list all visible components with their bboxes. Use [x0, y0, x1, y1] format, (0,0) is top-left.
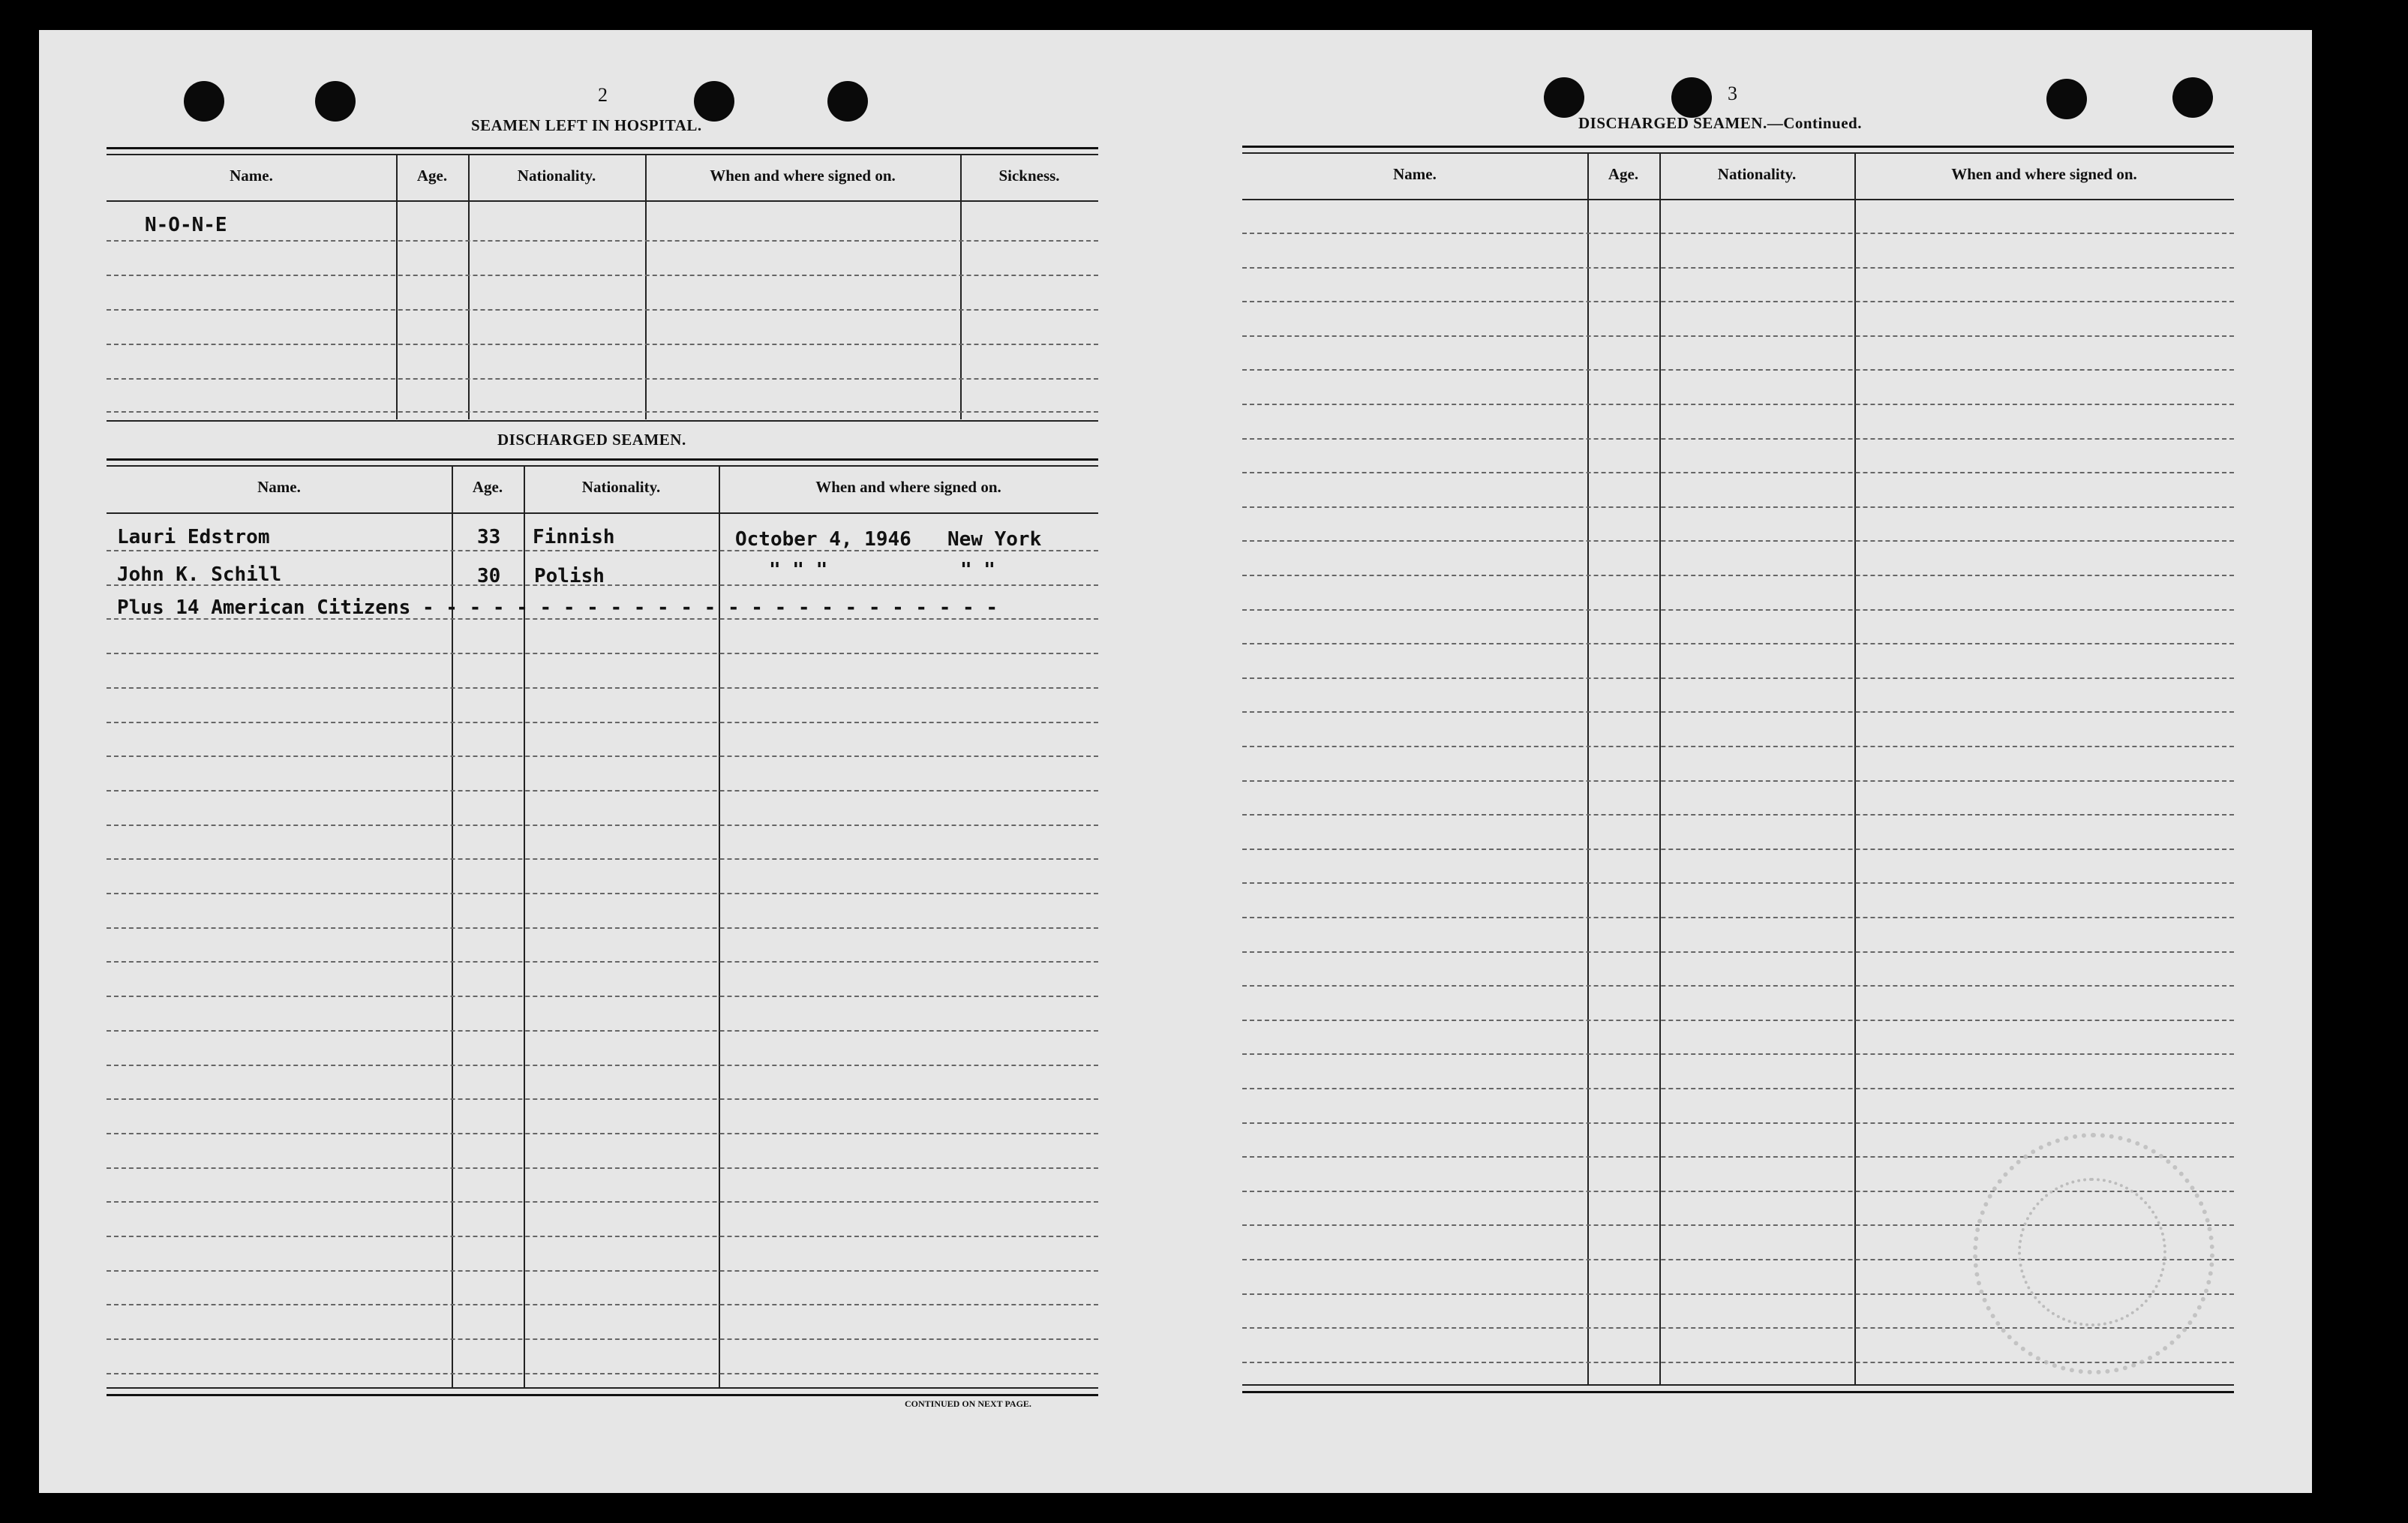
dotted-row-line: [1242, 540, 2234, 542]
dotted-row-line: [1242, 335, 2234, 337]
discharged-col-name: Name.: [257, 478, 301, 496]
continued-col-age: Age.: [1608, 165, 1639, 183]
dotted-row-line: [1242, 1088, 2234, 1089]
continued-footer: CONTINUED ON NEXT PAGE.: [905, 1398, 1031, 1409]
dotted-row-line: [1242, 917, 2234, 918]
dotted-row-line: [107, 1098, 1098, 1100]
dotted-row-line: [1242, 985, 2234, 987]
hospital-section-title: SEAMEN LEFT IN HOSPITAL.: [471, 116, 702, 134]
dotted-row-line: [107, 1304, 1098, 1305]
dotted-row-line: [1242, 1053, 2234, 1055]
dotted-row-line: [1242, 746, 2234, 747]
punch-hole: [694, 81, 734, 122]
dotted-row-line: [107, 996, 1098, 997]
dotted-row-line: [1242, 438, 2234, 440]
american-citizens-note: Plus 14 American Citizens - - - - - - - - - - - - - - - - - - - - - - - - -: [117, 596, 998, 619]
rule: [1242, 1384, 2234, 1386]
discharged-col-age: Age.: [472, 478, 503, 496]
discharged-continued-title: DISCHARGED SEAMEN.—Continued.: [1578, 114, 1862, 132]
dotted-row-line: [107, 378, 1098, 380]
dotted-row-line: [107, 927, 1098, 929]
dotted-row-line: [107, 411, 1098, 413]
continued-col-nationality: Nationality.: [1717, 165, 1797, 183]
dotted-row-line: [1242, 369, 2234, 371]
dotted-row-line: [1242, 472, 2234, 473]
dotted-row-line: [107, 1133, 1098, 1134]
rule: [1242, 199, 2234, 200]
rule: [107, 154, 1098, 155]
dotted-row-line: [1242, 609, 2234, 611]
dotted-row-line: [107, 550, 1098, 551]
dotted-row-line: [1242, 882, 2234, 884]
dotted-row-line: [107, 893, 1098, 894]
dotted-row-line: [107, 584, 1098, 586]
document-sheet: [39, 30, 2312, 1493]
continued-col-name: Name.: [1393, 165, 1437, 183]
dotted-row-line: [1242, 849, 2234, 850]
punch-hole: [184, 81, 224, 122]
rule: [107, 458, 1098, 461]
dotted-row-line: [107, 1270, 1098, 1272]
dotted-row-line: [1242, 951, 2234, 953]
dotted-row-line: [1242, 506, 2234, 508]
rule: [107, 1387, 1098, 1389]
dotted-row-line: [107, 240, 1098, 242]
rule: [1242, 152, 2234, 154]
dotted-row-line: [107, 825, 1098, 826]
column-divider: [960, 155, 962, 419]
seaman-nationality: Polish: [534, 565, 605, 587]
rule: [107, 420, 1098, 422]
dotted-row-line: [107, 687, 1098, 689]
dotted-row-line: [1242, 1020, 2234, 1021]
discharged-col-nationality: Nationality.: [581, 478, 661, 496]
rule: [1242, 146, 2234, 148]
hospital-col-nationality: Nationality.: [517, 167, 596, 185]
dotted-row-line: [107, 653, 1098, 654]
rule: [107, 147, 1098, 149]
dotted-row-line: [107, 1373, 1098, 1374]
dotted-row-line: [1242, 643, 2234, 644]
punch-hole: [2172, 77, 2213, 118]
rule: [107, 465, 1098, 467]
dotted-row-line: [1242, 301, 2234, 302]
continued-col-signed-on: When and where signed on.: [1951, 165, 2137, 183]
page-number-left: 2: [598, 84, 608, 106]
hospital-col-sickness: Sickness.: [998, 167, 1060, 185]
seaman-nationality: Finnish: [533, 526, 615, 548]
dotted-row-line: [1242, 814, 2234, 816]
seaman-name: John K. Schill: [117, 563, 282, 586]
hospital-col-age: Age.: [416, 167, 448, 185]
dotted-row-line: [1242, 267, 2234, 269]
dotted-row-line: [107, 275, 1098, 276]
page-number-right: 3: [1728, 83, 1737, 104]
seaman-age: 30: [477, 565, 501, 587]
dotted-row-line: [107, 961, 1098, 963]
punch-hole: [315, 81, 356, 122]
column-divider: [468, 155, 470, 419]
dotted-row-line: [107, 790, 1098, 792]
dotted-row-line: [1242, 233, 2234, 234]
column-divider: [645, 155, 647, 419]
dotted-row-line: [107, 1065, 1098, 1066]
seaman-signed-place: " ": [960, 559, 995, 581]
dotted-row-line: [107, 1338, 1098, 1340]
column-divider: [1587, 154, 1589, 1384]
dotted-row-line: [107, 1167, 1098, 1169]
dotted-row-line: [1242, 780, 2234, 782]
seaman-signed-date: " " ": [769, 559, 828, 581]
dotted-row-line: [1242, 575, 2234, 576]
hospital-col-name: Name.: [230, 167, 273, 185]
rule: [1242, 1391, 2234, 1393]
hospital-col-signed-on: When and where signed on.: [710, 167, 896, 185]
rule: [107, 200, 1098, 202]
dotted-row-line: [1242, 1122, 2234, 1124]
dotted-row-line: [1242, 404, 2234, 405]
punch-hole: [827, 81, 868, 122]
seaman-age: 33: [477, 526, 501, 548]
dotted-row-line: [1242, 677, 2234, 679]
dotted-row-line: [1242, 711, 2234, 713]
discharged-section-title: DISCHARGED SEAMEN.: [497, 431, 686, 449]
column-divider: [1659, 154, 1661, 1384]
seaman-name: Lauri Edstrom: [117, 526, 270, 548]
faint-stamp-inner: [2018, 1178, 2166, 1326]
dotted-row-line: [107, 1201, 1098, 1203]
dotted-row-line: [107, 344, 1098, 345]
punch-hole: [1671, 77, 1712, 118]
column-divider: [396, 155, 398, 419]
dotted-row-line: [107, 309, 1098, 311]
hospital-entry: N-O-N-E: [145, 214, 227, 236]
column-divider: [1854, 154, 1856, 1384]
rule: [107, 512, 1098, 514]
seaman-signed-date: October 4, 1946: [735, 528, 911, 551]
punch-hole: [2046, 79, 2087, 119]
dotted-row-line: [107, 618, 1098, 620]
punch-hole: [1544, 77, 1584, 118]
dotted-row-line: [107, 1236, 1098, 1237]
dotted-row-line: [107, 722, 1098, 723]
discharged-col-signed-on: When and where signed on.: [815, 478, 1001, 496]
seaman-signed-place: New York: [947, 528, 1042, 551]
dotted-row-line: [107, 858, 1098, 860]
rule: [107, 1394, 1098, 1396]
dotted-row-line: [107, 755, 1098, 757]
dotted-row-line: [107, 1030, 1098, 1032]
